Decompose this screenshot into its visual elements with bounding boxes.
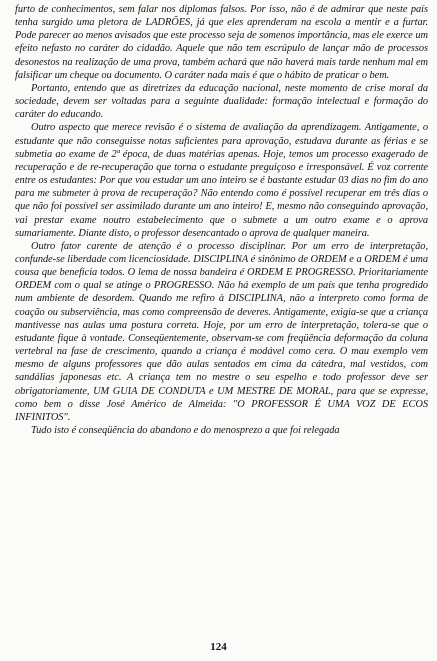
paragraph-educational-guidelines: Portanto, entendo que as diretrizes da educação nacional, neste momento de crise moral da sociedade, devem ser voltadas para a seguinte dualidade: formação intelectual e formação do caráter do educando.: [15, 82, 428, 121]
paragraph-assessment-system: Outro aspecto que merece revisão é o sistema de avaliação da aprendizagem. Antigamente, o estudante que não conseguisse notas suficientes para aprovação, estudava durante as férias e se submetia ao exame de 2ª época, de duas matérias apenas. Hoje, temos um processo exagerado de recuperação e de re-recuperação que torna o estudante preguiçoso e irresponsável. É voz corrente entre os estudantes: Por que vou estudar um ano inteiro se é bastante estudar 03 dias no fim do ano para me submeter à prova de recuperação? Não entendo como é possível recuperar em três dias o que não foi possível ser assimilado durante um ano inteiro! E, mesmo não conseguindo aprovação, vai prestar exame noutro estabelecimento que o submete a um outro exame e o aprova sumariamente. Diante disto, o professor desencantado o aprova de qualquer maneira.: [15, 122, 428, 239]
paragraph-consequence: Tudo isto é conseqüência do abandono e do menosprezo a que foi relegada: [31, 425, 340, 436]
paragraph-continuation: furto de conhecimentos, sem falar nos diplomas falsos. Por isso, não é de admirar que neste país tenha surgido uma pletora de LADRÕES, já que eles aprenderam na escola a mentir e a furtar. Pode parecer ao menos avisados que este processo seja de somenos importância, mas ele exerce um efeito nefasto no caráter do cidadão. Aquele que não tem escrúpulo de lançar mão de processos desonestos na realização de uma prova, também achará que não haverá mais tarde nenhum mal em falsificar um cheque ou documento. O caráter nada mais é que o hábito de praticar o bem.: [15, 4, 428, 81]
page-number: 124: [210, 641, 227, 653]
body-text: [15, 3, 428, 437]
paragraph-discipline: Outro fator carente de atenção é o processo disciplinar. Por um erro de interpretação, confunde-se liberdade com licenciosidade. DISCIPLINA é sinônimo de ORDEM e a ORDEM é uma cousa que beneficia todos. O lema de nossa bandeira é ORDEM E PROGRESSO. Prioritariamente ORDEM com o qual se atinge o PROGRESSO. Não há exemplo de um país que tenha progredido num ambiente de desordem. Quando me refiro à DISCIPLINA, não a interpreto como forma de coação ou subserviência, mas como compreensão de deveres. Antigamente, exigia-se que a criança mantivesse nas aulas uma postura correta. Hoje, por um erro de interpretação, tolera-se que o estudante fique à vontade. Conseqüentemente, observam-se com freqüência deformação da coluna vertebral na fase de crescimento, quando a criança é modável como cera. O mau exemplo vem mesmo de alguns professores que dão aulas sentados em cima da cátedra, mal vestidos, com sandálias japonesas etc. A criança tem no mestre o seu espelho e todo professor deve ser obrigatoriamente, UM GUIA DE CONDUTA e UM MESTRE DE MORAL, para que se expresse, como bem o disse José Américo de Almeida: "O PROFESSOR É UMA VOZ DE ECOS INFINITOS".: [15, 240, 428, 423]
